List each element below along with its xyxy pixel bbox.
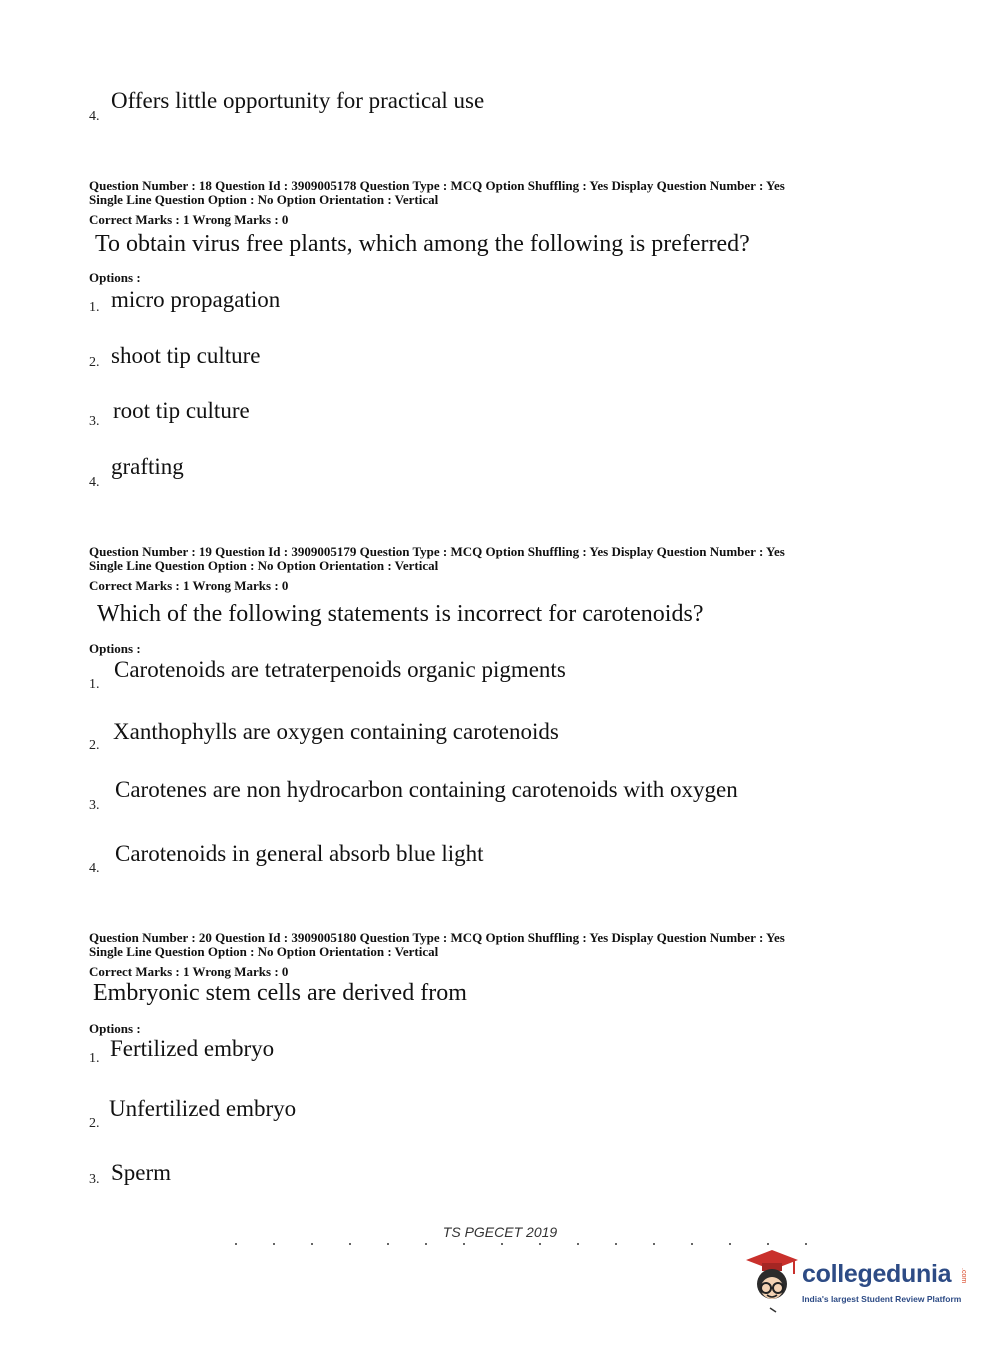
footer-exam-title: TS PGECET 2019 (442, 1224, 558, 1240)
question-text: To obtain virus free plants, which among the following is preferred? (95, 231, 750, 257)
question-meta-2: Single Line Question Option : No Option Orientation : Vertical (89, 558, 439, 573)
option-number: 4. (89, 475, 100, 490)
option-number: 3. (89, 1172, 100, 1187)
graduate-mascot-icon (742, 1246, 802, 1316)
option-text: grafting (111, 454, 184, 479)
question-marks: Correct Marks : 1 Wrong Marks : 0 (89, 964, 289, 979)
option-number: 2. (89, 355, 100, 370)
question-meta: Question Number : 18 Question Id : 3909005178 Question Type : MCQ Option Shuffling : Yes Display Question Number : Yes (89, 178, 785, 193)
option-number: 4. (89, 861, 100, 876)
footer-divider (235, 1243, 815, 1245)
options-label: Options : (89, 270, 141, 285)
option-number: 3. (89, 414, 100, 429)
option-text: Offers little opportunity for practical use (111, 88, 485, 113)
collegedunia-logo[interactable] (742, 1246, 972, 1316)
question-marks: Correct Marks : 1 Wrong Marks : 0 (89, 212, 289, 227)
question-meta-2: Single Line Question Option : No Option Orientation : Vertical (89, 192, 439, 207)
option-number: 3. (89, 798, 100, 813)
option-number: 1. (89, 677, 100, 692)
question-meta: Question Number : 19 Question Id : 3909005179 Question Type : MCQ Option Shuffling : Yes Display Question Number : Yes (89, 544, 785, 559)
option-text: root tip culture (113, 398, 250, 423)
option-text: Unfertilized embryo (109, 1096, 297, 1121)
option-text: Carotenoids are tetraterpenoids organic pigments (114, 657, 566, 682)
question-meta: Question Number : 20 Question Id : 3909005180 Question Type : MCQ Option Shuffling : Yes Display Question Number : Yes (89, 930, 785, 945)
question-text: Embryonic stem cells are derived from (93, 980, 467, 1006)
option-number: 4. (89, 109, 100, 124)
logo-tld: .com (960, 1268, 967, 1284)
option-text: Carotenes are non hydrocarbon containing carotenoids with oxygen (115, 777, 738, 802)
question-marks: Correct Marks : 1 Wrong Marks : 0 (89, 578, 289, 593)
question-meta-2: Single Line Question Option : No Option Orientation : Vertical (89, 944, 439, 959)
option-text: shoot tip culture (111, 343, 261, 368)
question-text: Which of the following statements is incorrect for carotenoids? (97, 601, 704, 627)
option-text: Xanthophylls are oxygen containing carotenoids (113, 719, 559, 744)
options-label: Options : (89, 1021, 141, 1036)
options-label: Options : (89, 641, 141, 656)
logo-tagline: India's largest Student Review Platform (802, 1294, 962, 1304)
option-number: 1. (89, 300, 100, 315)
option-number: 2. (89, 1116, 100, 1131)
logo-wordmark: collegedunia (802, 1260, 952, 1288)
option-number: 2. (89, 738, 100, 753)
option-text: micro propagation (111, 287, 281, 312)
option-text: Fertilized embryo (110, 1036, 275, 1061)
option-text: Carotenoids in general absorb blue light (115, 841, 484, 866)
option-text: Sperm (111, 1160, 172, 1185)
option-number: 1. (89, 1051, 100, 1066)
